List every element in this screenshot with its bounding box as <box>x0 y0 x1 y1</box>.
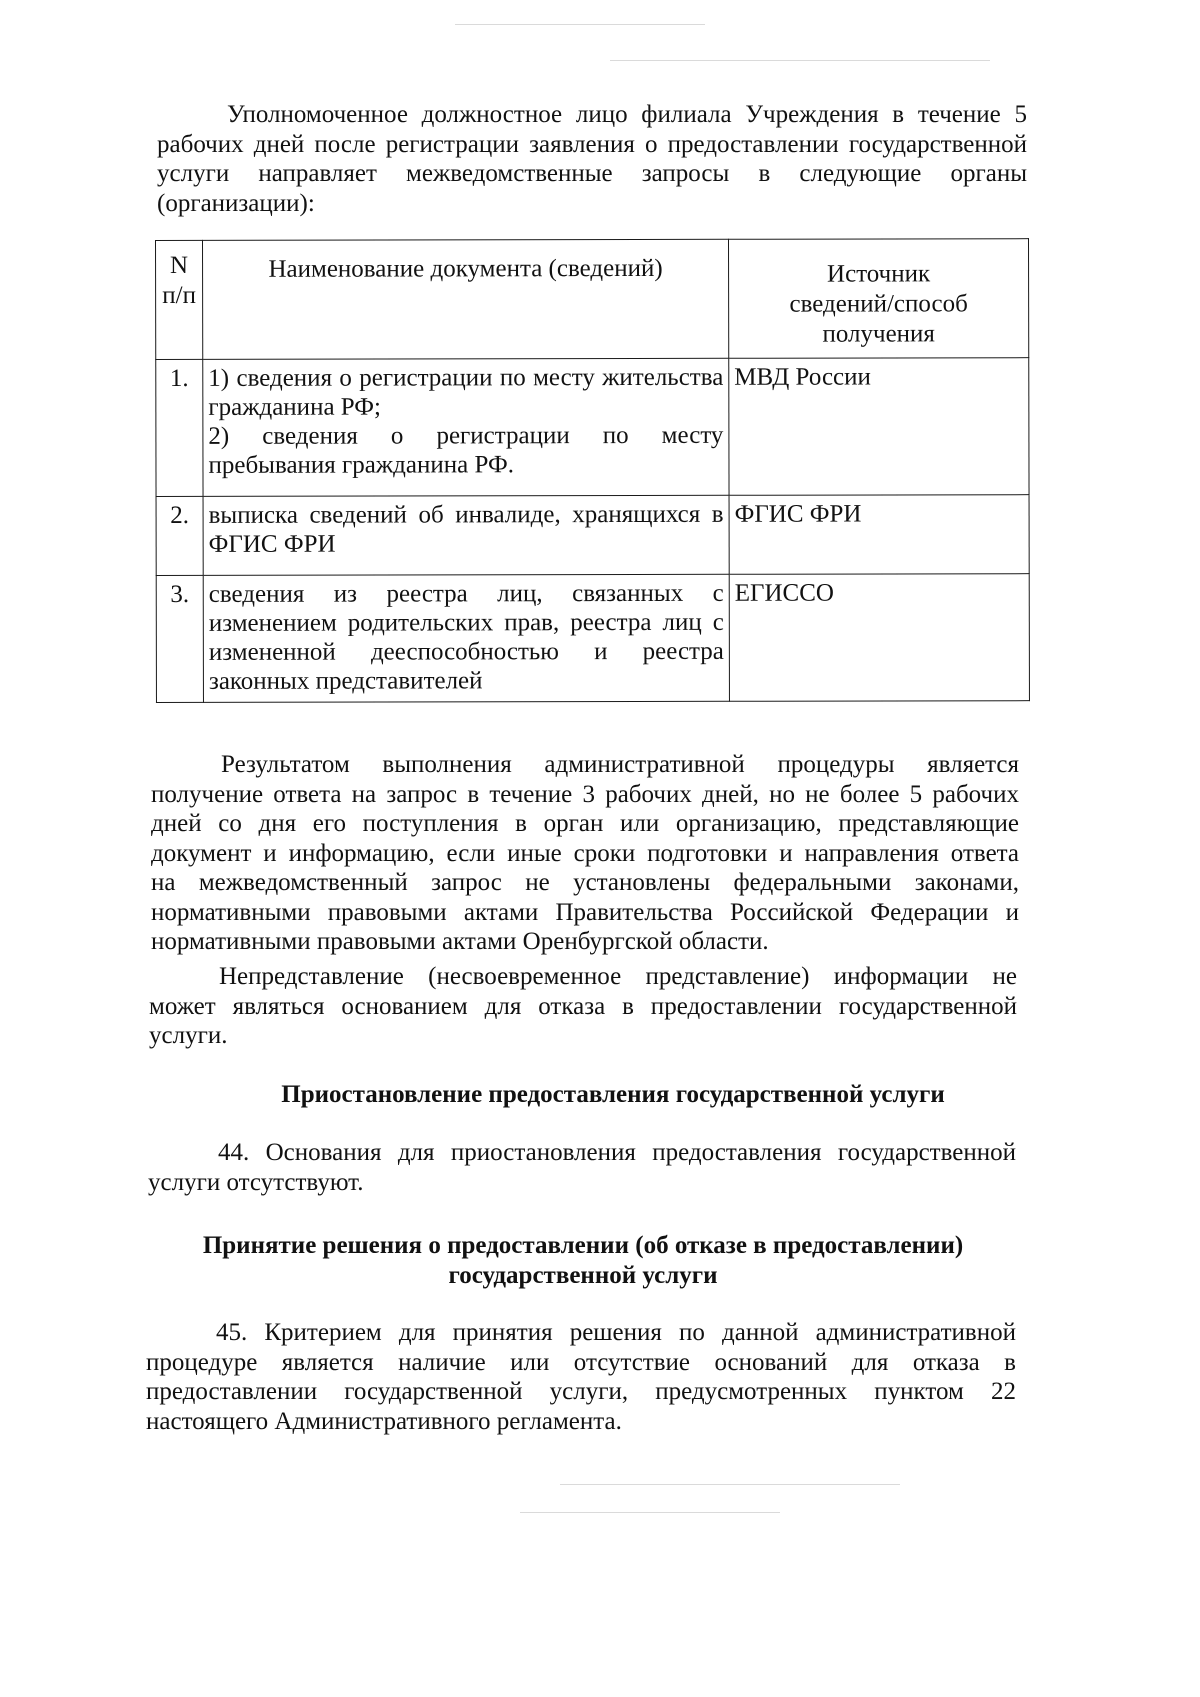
result-line: дней со дня его поступления в орган или организацию, представляющие <box>151 810 1019 837</box>
intro-paragraph <box>157 100 1027 218</box>
header-num <box>156 240 203 359</box>
scan-artifact <box>520 1512 780 1513</box>
paragraph-45-line: настоящего Административного регламента. <box>146 1407 622 1435</box>
cell-line: гражданина РФ; <box>208 393 381 421</box>
header-source-line1: Источник <box>826 260 931 288</box>
paragraph-44-line: 44. Основания для приостановления предоставления государственной <box>218 1139 1016 1166</box>
cell-line: 1) сведения о регистрации по месту жительства <box>208 363 724 392</box>
result-line: нормативными правовыми актами Правительства Российской Федерации и <box>151 898 1019 926</box>
paragraph-45-line: процедуре является наличие или отсутствие оснований для отказа в <box>146 1348 1016 1376</box>
decision-heading-line1: Принятие решения о предоставлении (об отказе в предоставлении) <box>202 1232 964 1259</box>
decision-heading-line2: государственной услуги <box>448 1262 718 1289</box>
intro-line: услуги направляет межведомственные запросы в следующие органы <box>157 160 1027 187</box>
cell-line: измененной дееспособностью и реестра <box>208 637 724 666</box>
paragraph-45 <box>146 1318 1016 1436</box>
nonsubmission-line: услуги. <box>149 1022 228 1049</box>
cell-line: пребывания гражданина РФ. <box>208 451 514 479</box>
cell-line: ФГИС ФРИ <box>208 530 336 558</box>
table-header-row <box>156 239 1029 360</box>
nonsubmission-paragraph <box>149 962 1017 1051</box>
scan-artifact <box>610 60 990 61</box>
intro-line: (организации): <box>157 189 315 217</box>
row-source: МВД России <box>729 358 1029 496</box>
cell-line: законных представителей <box>208 667 483 695</box>
header-source-line3: получения <box>822 320 935 348</box>
header-num-line1: N <box>169 251 189 279</box>
cell-line: выписка сведений об инвалиде, хранящихся в <box>208 500 724 529</box>
row-number: 1. <box>156 359 203 496</box>
intro-line: Уполномоченное должностное лицо филиала Учреждения в течение 5 <box>227 101 1027 128</box>
row-number: 3. <box>156 575 203 702</box>
row-document-name <box>203 495 729 575</box>
cell-line: 2) сведения о регистрации по месту <box>208 421 724 450</box>
result-line: Результатом выполнения административной процедуры является <box>221 751 1019 778</box>
row-document-name <box>203 358 729 496</box>
cell-line: сведения из реестра лиц, связанных с <box>208 579 724 608</box>
suspension-heading: Приостановление предоставления государственной услуги <box>281 1081 945 1108</box>
row-number: 2. <box>156 496 203 575</box>
paragraph-44-line: услуги отсутствуют. <box>148 1168 364 1196</box>
header-document-name: Наименование документа (сведений) <box>203 239 729 359</box>
result-line: получение ответа на запрос в течение 3 рабочих дней, но не более 5 рабочих <box>151 780 1019 808</box>
row-source: ЕГИССО <box>729 574 1029 702</box>
nonsubmission-line: может являться основанием для отказа в предоставлении государственной <box>149 992 1017 1020</box>
table-row <box>156 574 1029 703</box>
result-line: на межведомственный запрос не установлены федеральными законами, <box>151 869 1019 896</box>
paragraph-45-line: предоставлении государственной услуги, предусмотренных пунктом 22 <box>146 1378 1016 1405</box>
header-source-line2: сведений/способ <box>789 290 968 318</box>
row-source: ФГИС ФРИ <box>729 495 1029 575</box>
cell-line: изменением родительских прав, реестра лиц с <box>208 608 724 637</box>
result-line: нормативными правовыми актами Оренбургской области. <box>151 928 769 955</box>
scan-artifact <box>560 1484 900 1485</box>
header-num-line2: п/п <box>162 281 197 309</box>
scan-artifact <box>455 24 705 25</box>
header-source <box>728 239 1028 359</box>
result-line: документ и информацию, если иные сроки подготовки и направления ответа <box>151 839 1019 867</box>
nonsubmission-line: Непредставление (несвоевременное представление) информации не <box>219 963 1017 990</box>
paragraph-45-line: 45. Критерием для принятия решения по данной административной <box>216 1319 1016 1346</box>
interagency-requests-table <box>155 238 1030 703</box>
decision-heading <box>150 1231 1016 1291</box>
table-row <box>156 358 1029 497</box>
intro-line: рабочих дней после регистрации заявления о предоставлении государственной <box>157 130 1027 158</box>
result-paragraph <box>151 750 1019 957</box>
table-row <box>156 495 1029 576</box>
row-document-name <box>203 574 729 702</box>
paragraph-44 <box>148 1138 1016 1197</box>
